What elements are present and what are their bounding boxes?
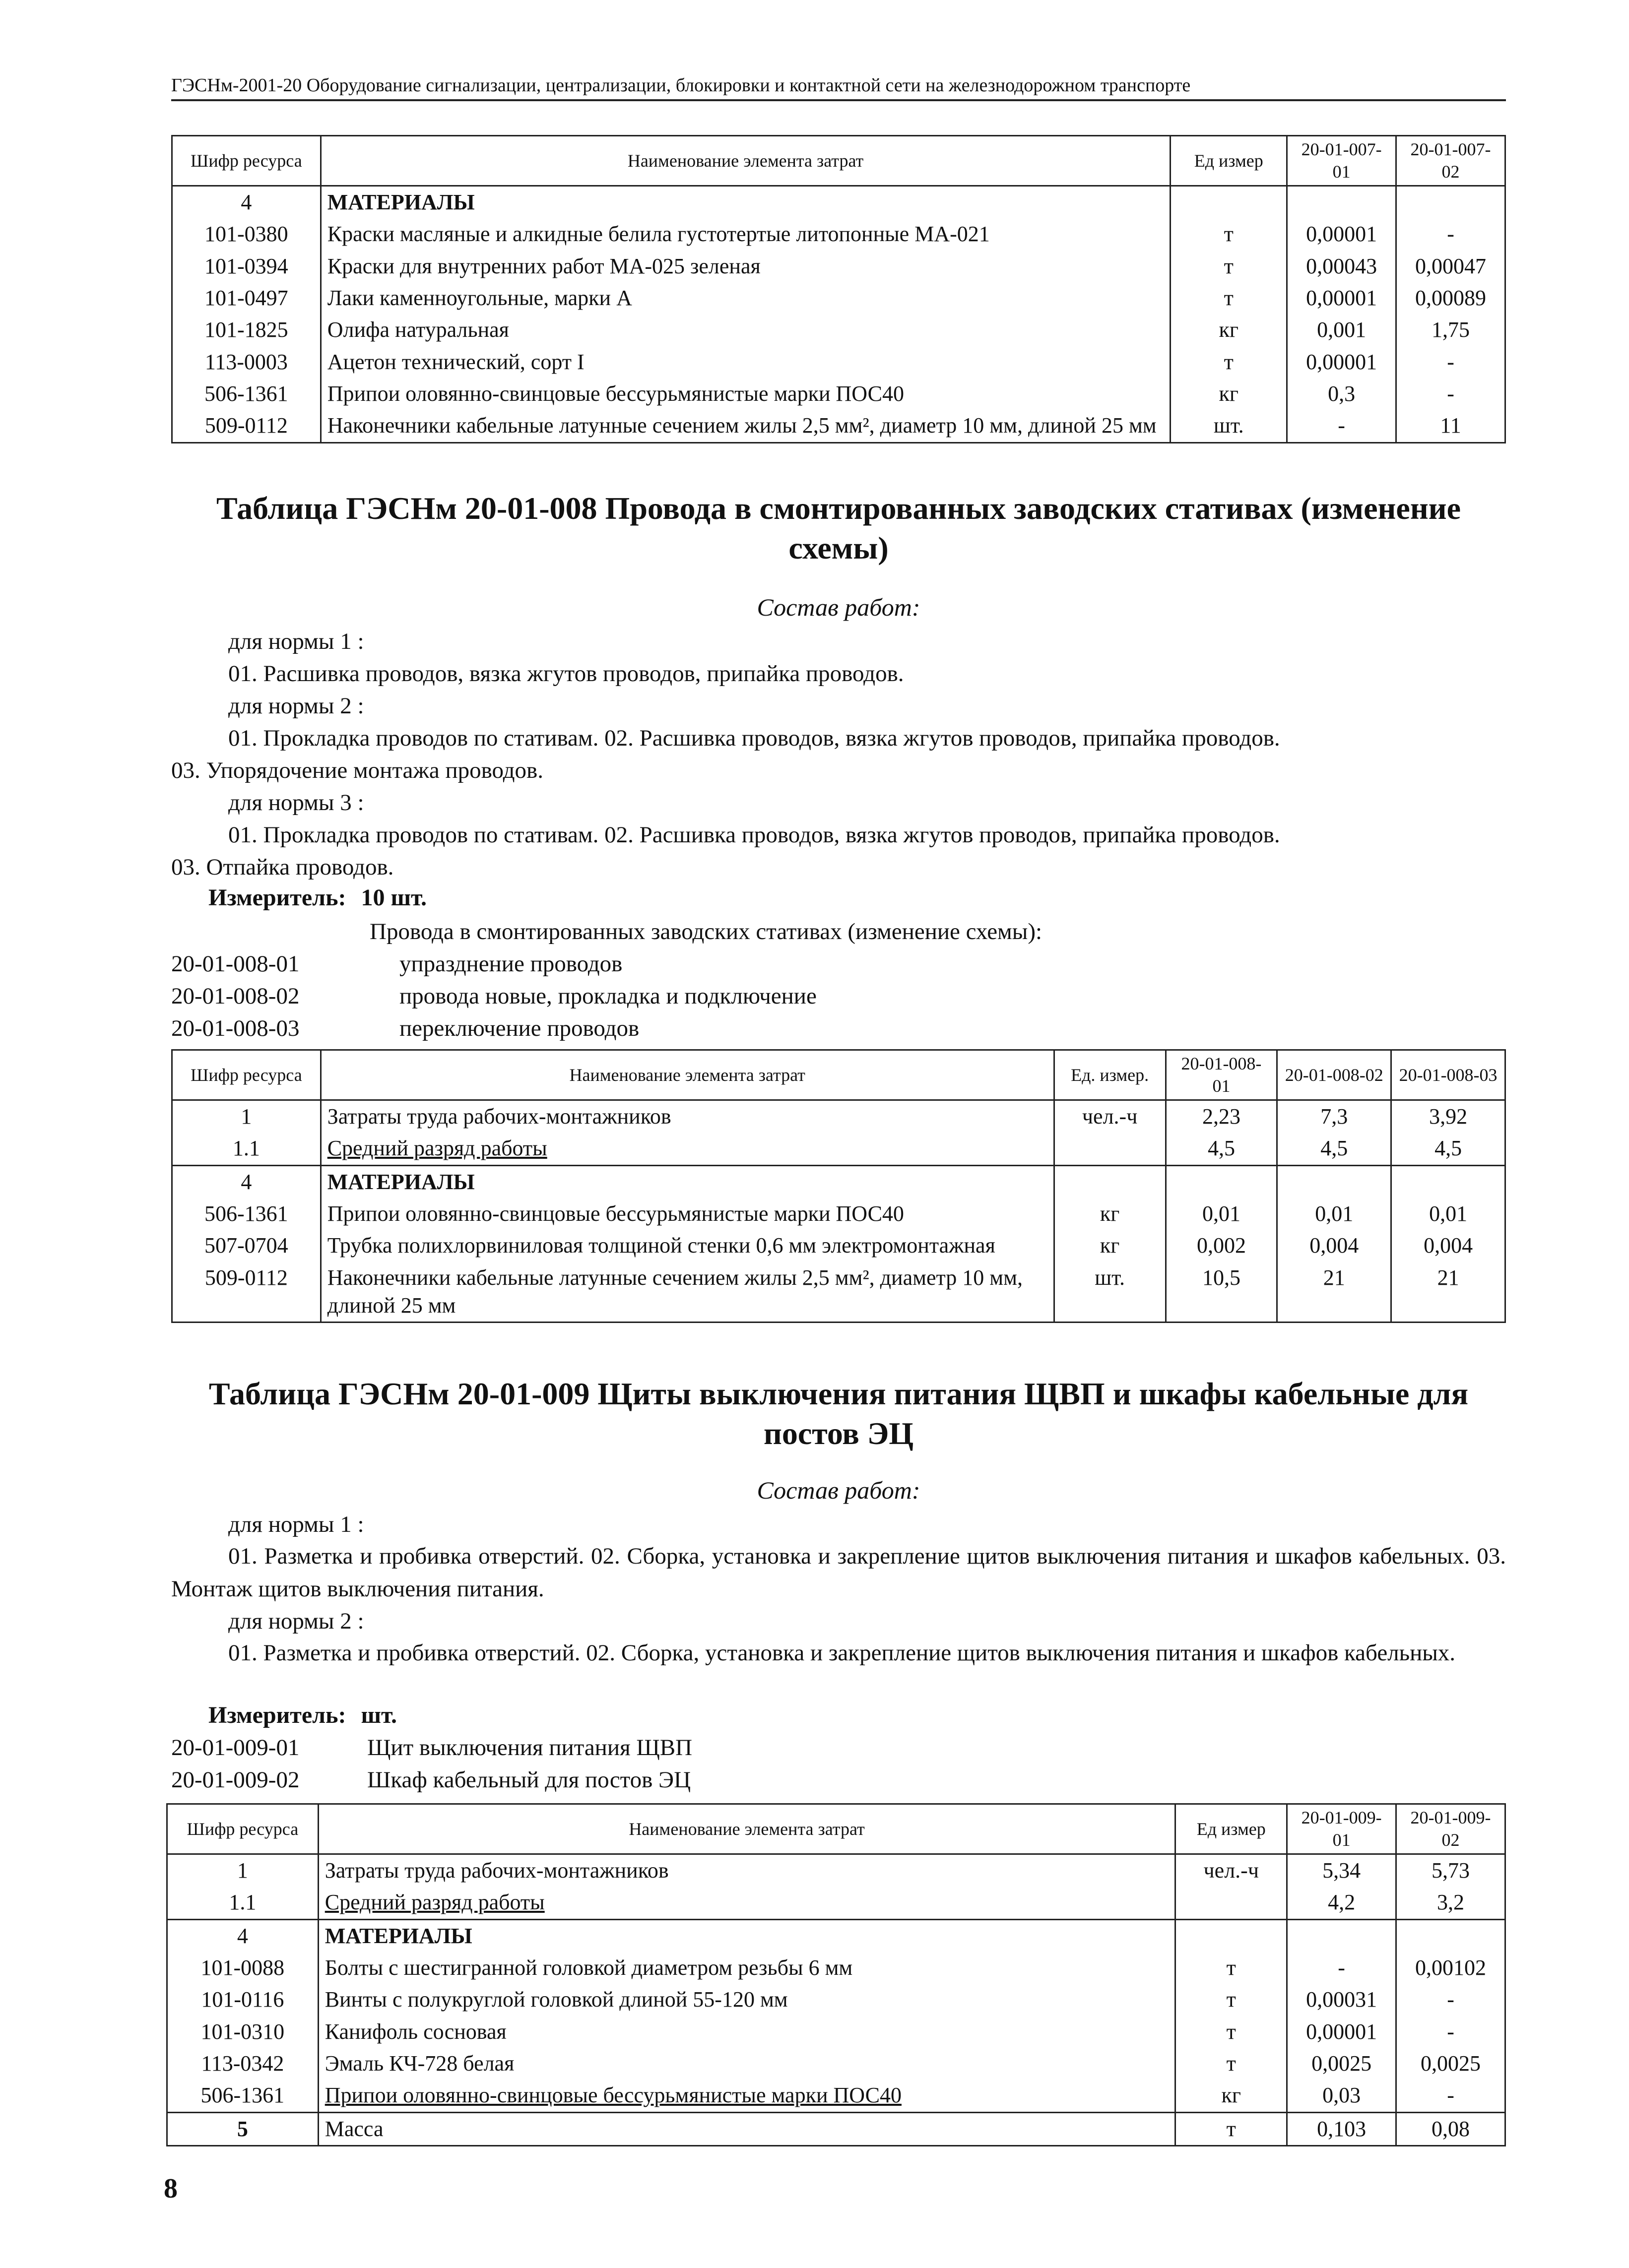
cell-unit: чел.-ч	[1054, 1100, 1166, 1133]
table-row	[167, 2016, 1505, 2048]
item-name: Щит выключения питания ЩВП	[367, 1735, 693, 1761]
cell-unit	[1054, 1165, 1166, 1198]
cell-value: 0,03	[1287, 2079, 1396, 2112]
cell-unit: шт.	[1171, 410, 1287, 442]
table-row	[172, 1230, 1505, 1261]
cell-value: 7,3	[1277, 1100, 1391, 1133]
cell-value: 0,002	[1166, 1230, 1277, 1261]
cell-name: Канифоль сосновая	[318, 2016, 1175, 2048]
cell-value	[1391, 1165, 1505, 1198]
norm-label: для нормы 3 :	[228, 790, 364, 816]
cell-code: 101-0497	[172, 282, 321, 314]
table-row	[167, 2079, 1505, 2112]
item-name: провода новые, прокладка и подключение	[399, 983, 817, 1009]
col-header-code: Шифр ресурса	[172, 1050, 321, 1100]
table-row	[172, 1165, 1505, 1198]
cell-value: 0,0025	[1287, 2048, 1396, 2079]
cell-value: 0,00031	[1287, 1984, 1396, 2016]
table-row	[172, 251, 1505, 282]
col-header-unit: Ед измер	[1171, 136, 1287, 186]
cell-unit: т	[1171, 346, 1287, 378]
norm-label: для нормы 1 :	[228, 1512, 364, 1537]
cell-code: 4	[172, 1165, 321, 1198]
cell-value: 5,73	[1396, 1854, 1505, 1887]
group-title: Провода в смонтированных заводских стативах (изменение схемы):	[370, 919, 1043, 945]
cell-name: Ацетон технический, сорт I	[321, 346, 1171, 378]
table-row	[167, 1887, 1505, 1919]
cell-unit: т	[1171, 251, 1287, 282]
cell-code: 1.1	[167, 1887, 319, 1919]
cell-value: 10,5	[1166, 1262, 1277, 1323]
cell-unit: т	[1171, 218, 1287, 250]
table-row	[172, 186, 1505, 219]
cell-code: 101-1825	[172, 314, 321, 346]
item-code: 20-01-009-01	[171, 1735, 300, 1761]
cell-value: -	[1396, 2079, 1505, 2112]
cell-unit	[1171, 186, 1287, 219]
cell-unit: т	[1175, 2016, 1287, 2048]
cell-value	[1396, 186, 1505, 219]
cell-name: Олифа натуральная	[321, 314, 1171, 346]
cell-name: МАТЕРИАЛЫ	[321, 186, 1171, 219]
cell-value: 21	[1277, 1262, 1391, 1323]
section-title-008	[171, 489, 1506, 568]
cell-code: 101-0394	[172, 251, 321, 282]
table-row	[167, 1984, 1505, 2016]
measure-unit	[208, 1701, 397, 1729]
cell-code: 506-1361	[172, 1198, 321, 1230]
cell-name: Затраты труда рабочих-монтажников	[321, 1100, 1054, 1133]
section-title-009	[171, 1374, 1506, 1453]
measure-label: Измеритель:	[208, 884, 346, 911]
composition-heading: Состав работ:	[757, 593, 920, 621]
cell-unit	[1175, 1919, 1287, 1952]
table-row	[172, 218, 1505, 250]
item-code: 20-01-009-02	[171, 1767, 300, 1793]
cell-unit: кг	[1054, 1198, 1166, 1230]
table-header-row	[172, 136, 1505, 186]
cell-unit: шт.	[1054, 1262, 1166, 1323]
cell-code: 5	[167, 2112, 319, 2145]
cell-name: Винты с полукруглой головкой длиной 55-120 мм	[318, 1984, 1175, 2016]
cell-value: 4,5	[1391, 1133, 1505, 1165]
measure-label: Измеритель:	[208, 1702, 346, 1728]
cell-value: 3,2	[1396, 1887, 1505, 1919]
cell-unit: кг	[1171, 314, 1287, 346]
table-row	[172, 346, 1505, 378]
item-code: 20-01-008-02	[171, 983, 300, 1009]
cell-value	[1287, 186, 1396, 219]
item-code: 20-01-008-03	[171, 1015, 300, 1041]
cell-name: Масса	[318, 2112, 1175, 2145]
table-20-01-007	[171, 135, 1506, 443]
cell-value: 11	[1396, 410, 1505, 442]
cell-value: 21	[1391, 1262, 1505, 1323]
norm-text: 01. Прокладка проводов по стативам. 02. Расшивка проводов, вязка жгутов проводов, припайка проводов.	[228, 822, 1280, 848]
cell-value: 0,08	[1396, 2112, 1505, 2145]
norm-text: 01. Разметка и пробивка отверстий. 02. Сборка, установка и закрепление щитов выключения питания и шкафов кабельных.	[228, 1640, 1456, 1666]
cell-name: Эмаль КЧ-728 белая	[318, 2048, 1175, 2079]
col-header-norm: 20-01-008-03	[1391, 1050, 1505, 1100]
norm-label: для нормы 1 :	[228, 629, 364, 654]
cell-value: 0,01	[1166, 1198, 1277, 1230]
cell-name: Наконечники кабельные латунные сечением жилы 2,5 мм², диаметр 10 мм, длиной 25 мм	[321, 1262, 1054, 1323]
table-row	[172, 1100, 1505, 1133]
cell-value: 0,00102	[1396, 1952, 1505, 1984]
col-header-norm: 20-01-008-02	[1277, 1050, 1391, 1100]
cell-value: -	[1396, 346, 1505, 378]
cell-code: 101-0380	[172, 218, 321, 250]
table-20-01-008	[171, 1049, 1506, 1323]
cell-unit: т	[1175, 1952, 1287, 1984]
cell-value: -	[1287, 1952, 1396, 1984]
table-row	[172, 314, 1505, 346]
table-row	[172, 1198, 1505, 1230]
cell-unit: кг	[1175, 2079, 1287, 2112]
table-row	[172, 282, 1505, 314]
cell-value: 0,00001	[1287, 2016, 1396, 2048]
title-line: Таблица ГЭСНм 20-01-009 Щиты выключения питания ЩВП и шкафы кабельные для	[208, 1376, 1469, 1411]
norm-text: 01. Прокладка проводов по стативам. 02. Расшивка проводов, вязка жгутов проводов, припайка проводов.	[228, 725, 1280, 751]
cell-value: 4,2	[1287, 1887, 1396, 1919]
cell-name: Трубка полихлорвиниловая толщиной стенки 0,6 мм электромонтажная	[321, 1230, 1054, 1261]
cell-code: 506-1361	[172, 378, 321, 410]
cell-code: 101-0310	[167, 2016, 319, 2048]
cell-value: -	[1396, 2016, 1505, 2048]
item-code: 20-01-008-01	[171, 951, 300, 977]
item-name: переключение проводов	[399, 1015, 640, 1041]
cell-code: 1.1	[172, 1133, 321, 1165]
cell-code: 1	[172, 1100, 321, 1133]
cell-value: 0,103	[1287, 2112, 1396, 2145]
cell-unit: т	[1175, 1984, 1287, 2016]
table-row	[172, 1262, 1505, 1323]
cell-name: Средний разряд работы	[321, 1133, 1054, 1165]
col-header-name: Наименование элемента затрат	[318, 1804, 1175, 1854]
col-header-norm: 20-01-008-01	[1166, 1050, 1277, 1100]
col-header-unit: Ед измер	[1175, 1804, 1287, 1854]
table-row	[167, 2112, 1505, 2145]
table-row	[167, 2048, 1505, 2079]
col-header-code: Шифр ресурса	[172, 136, 321, 186]
cell-value: 0,0025	[1396, 2048, 1505, 2079]
cell-value: 0,004	[1391, 1230, 1505, 1261]
table-row	[167, 1919, 1505, 1952]
cell-value: 0,00043	[1287, 251, 1396, 282]
cell-name: Наконечники кабельные латунные сечением жилы 2,5 мм², диаметр 10 мм, длиной 25 мм	[321, 410, 1171, 442]
cell-value: -	[1396, 218, 1505, 250]
cell-value: 3,92	[1391, 1100, 1505, 1133]
cell-value: 4,5	[1277, 1133, 1391, 1165]
norm-text: 03. Отпайка проводов.	[171, 854, 394, 880]
cell-value: -	[1396, 1984, 1505, 2016]
cell-value	[1396, 1919, 1505, 1952]
cell-unit: т	[1175, 2048, 1287, 2079]
title-line: схемы)	[788, 530, 889, 566]
cell-value: 0,01	[1391, 1198, 1505, 1230]
table-row	[167, 1854, 1505, 1887]
cell-value: 0,00001	[1287, 346, 1396, 378]
cell-name: МАТЕРИАЛЫ	[318, 1919, 1175, 1952]
cell-code: 1	[167, 1854, 319, 1887]
col-header-code: Шифр ресурса	[167, 1804, 319, 1854]
cell-value	[1287, 1919, 1396, 1952]
cell-unit: т	[1175, 2112, 1287, 2145]
cell-name: Средний разряд работы	[318, 1887, 1175, 1919]
cell-code: 507-0704	[172, 1230, 321, 1261]
title-line: постов ЭЦ	[763, 1416, 914, 1451]
cell-code: 4	[167, 1919, 319, 1952]
table-header-row	[167, 1804, 1505, 1854]
cell-unit: кг	[1054, 1230, 1166, 1261]
cell-code: 113-0003	[172, 346, 321, 378]
running-header: ГЭСНм-2001-20 Оборудование сигнализации, централизации, блокировки и контактной сети на железнодорожном транспорте	[171, 74, 1506, 101]
table-20-01-009	[166, 1803, 1506, 2146]
cell-name: Припои оловянно-свинцовые бессурьмянистые марки ПОС40	[321, 378, 1171, 410]
table-row	[172, 410, 1505, 442]
col-header-name: Наименование элемента затрат	[321, 1050, 1054, 1100]
page-number: 8	[164, 2173, 178, 2204]
measure-value: шт.	[361, 1702, 397, 1728]
title-line: Таблица ГЭСНм 20-01-008 Провода в смонтированных заводских стативах (изменение	[216, 491, 1461, 526]
cell-unit	[1054, 1133, 1166, 1165]
cell-code: 101-0116	[167, 1984, 319, 2016]
cell-code: 101-0088	[167, 1952, 319, 1984]
composition-heading: Состав работ:	[757, 1476, 920, 1504]
cell-value: 0,004	[1277, 1230, 1391, 1261]
cell-value: 1,75	[1396, 314, 1505, 346]
cell-value: 0,00089	[1396, 282, 1505, 314]
cell-unit: т	[1171, 282, 1287, 314]
cell-name: Затраты труда рабочих-монтажников	[318, 1854, 1175, 1887]
cell-value: 0,001	[1287, 314, 1396, 346]
cell-value: 0,00001	[1287, 218, 1396, 250]
cell-unit	[1175, 1887, 1287, 1919]
cell-code: 113-0342	[167, 2048, 319, 2079]
cell-code: 4	[172, 186, 321, 219]
norm-text: 03. Упорядочение монтажа проводов.	[171, 757, 544, 783]
cell-value: -	[1396, 378, 1505, 410]
table-row	[167, 1952, 1505, 1984]
cell-value: 5,34	[1287, 1854, 1396, 1887]
norm-label: для нормы 2 :	[228, 1608, 364, 1634]
norm-text: 01. Расшивка проводов, вязка жгутов проводов, припайка проводов.	[228, 661, 904, 687]
col-header-norm: 20-01-007-01	[1287, 136, 1396, 186]
cell-name: Припои оловянно-свинцовые бессурьмянистые марки ПОС40	[321, 1198, 1054, 1230]
measure-value: 10 шт.	[361, 884, 427, 911]
table-row	[172, 1133, 1505, 1165]
cell-value: 0,01	[1277, 1198, 1391, 1230]
cell-value	[1166, 1165, 1277, 1198]
item-name: упразднение проводов	[399, 951, 623, 977]
table-header-row	[172, 1050, 1505, 1100]
cell-name: Болты с шестигранной головкой диаметром резьбы 6 мм	[318, 1952, 1175, 1984]
cell-value: 2,23	[1166, 1100, 1277, 1133]
cell-code: 509-0112	[172, 410, 321, 442]
cell-name: МАТЕРИАЛЫ	[321, 1165, 1054, 1198]
col-header-norm: 20-01-007-02	[1396, 136, 1505, 186]
norm-label: для нормы 2 :	[228, 693, 364, 719]
cell-value: 0,3	[1287, 378, 1396, 410]
cell-value: 0,00047	[1396, 251, 1505, 282]
cell-name: Лаки каменноугольные, марки А	[321, 282, 1171, 314]
table-row	[172, 378, 1505, 410]
col-header-norm: 20-01-009-01	[1287, 1804, 1396, 1854]
cell-unit: кг	[1171, 378, 1287, 410]
col-header-unit: Ед. измер.	[1054, 1050, 1166, 1100]
measure-unit	[208, 884, 427, 911]
cell-code: 506-1361	[167, 2079, 319, 2112]
cell-name: Краски масляные и алкидные белила густотертые литопонные МА-021	[321, 218, 1171, 250]
cell-name: Припои оловянно-свинцовые бессурьмянистые марки ПОС40	[318, 2079, 1175, 2112]
cell-value: -	[1287, 410, 1396, 442]
item-name: Шкаф кабельный для постов ЭЦ	[367, 1767, 691, 1793]
cell-code: 509-0112	[172, 1262, 321, 1323]
col-header-name: Наименование элемента затрат	[321, 136, 1171, 186]
cell-name: Краски для внутренних работ МА-025 зеленая	[321, 251, 1171, 282]
cell-value: 4,5	[1166, 1133, 1277, 1165]
cell-unit: чел.-ч	[1175, 1854, 1287, 1887]
col-header-norm: 20-01-009-02	[1396, 1804, 1505, 1854]
norm-text: 01. Разметка и пробивка отверстий. 02. Сборка, установка и закрепление щитов выключения питания и шкафов кабельных. 03. Монтаж щитов выключения питания.	[171, 1543, 1506, 1602]
cell-value: 0,00001	[1287, 282, 1396, 314]
cell-value	[1277, 1165, 1391, 1198]
